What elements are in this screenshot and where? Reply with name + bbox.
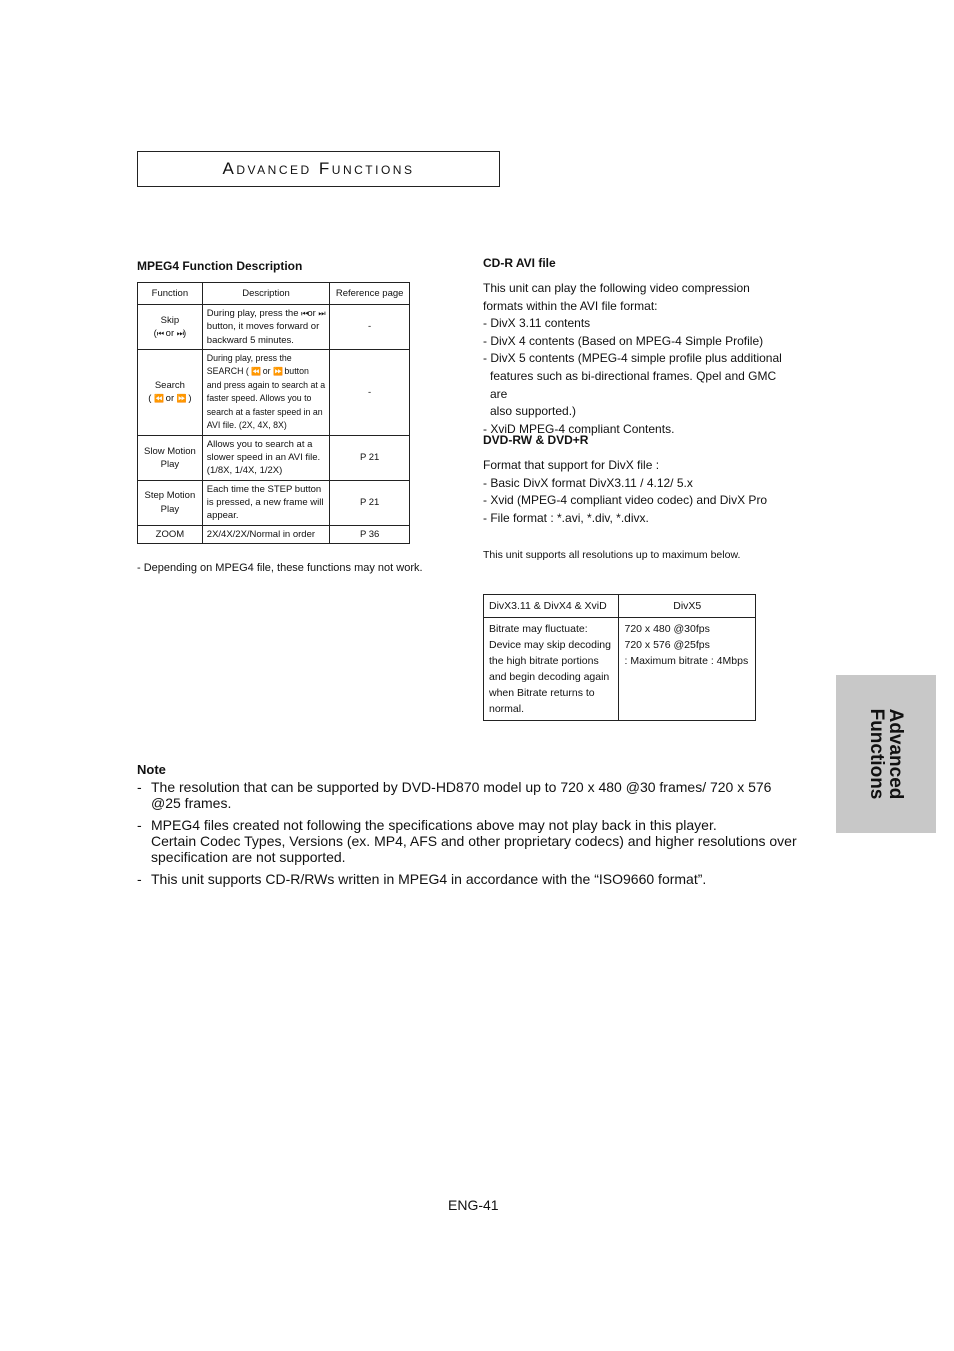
list-item: - DivX 3.11 contents	[483, 316, 591, 331]
table-row	[138, 480, 410, 525]
table-header-row	[484, 595, 756, 618]
dvdrw-intro: Format that support for DivX file :	[483, 458, 660, 472]
cell-line: 720 x 480 @30fps	[624, 623, 710, 635]
list-item: - File format : *.avi, *.div, *.divx.	[483, 510, 649, 525]
list-item: - XviD MPEG-4 compliant Contents.	[483, 421, 675, 436]
header-function: Function	[138, 283, 203, 305]
function-cell: Skip (⏮ or ⏭)	[138, 305, 203, 350]
mpeg4-function-table	[137, 282, 410, 544]
note-dash: -	[137, 817, 142, 833]
page-number: ENG-41	[448, 1197, 499, 1213]
description-cell: Allows you to search at a slower speed in an AVI file. (1/8X, 1/4X, 1/2X)	[202, 435, 330, 480]
cdr-section	[483, 280, 793, 438]
reference-cell: P 36	[330, 525, 410, 543]
desc-skip-c: button, it moves forward or backward 5 minutes.	[206, 321, 320, 346]
description-cell: 2X/4X/2X/Normal in order	[202, 525, 330, 543]
list-item: also supported.)	[490, 404, 577, 419]
cell-line: Device may skip decoding	[489, 639, 611, 651]
rewind-icon: ⏪	[251, 367, 261, 377]
func-skip: Skip	[160, 314, 180, 326]
side-tab-label	[867, 709, 905, 800]
list-item	[137, 817, 797, 865]
section-title: Advanced Functions	[222, 159, 415, 178]
table-row	[138, 349, 410, 435]
dvdrw-heading: DVD-RW & DVD+R	[483, 433, 589, 447]
skip-forward-icon: ⏭	[318, 309, 325, 318]
list-item	[137, 871, 797, 887]
cell-line: Bitrate may fluctuate:	[489, 623, 588, 635]
dvdrw-section	[483, 457, 793, 527]
table-row	[138, 305, 410, 350]
cell-line: and begin decoding again	[489, 671, 610, 683]
desc-search-a: During play, press the SEARCH (	[206, 352, 292, 377]
section-title-box	[137, 151, 500, 187]
description-cell	[202, 305, 330, 350]
reference-cell: P 21	[330, 435, 410, 480]
cdr-intro: This unit can play the following video compression formats within the AVI file format:	[483, 281, 750, 313]
note-text: This unit supports CD-R/RWs written in MPEG4 in accordance with the “ISO9660 format”.	[151, 871, 707, 887]
reference-cell: -	[330, 305, 410, 350]
side-tab-line-1: Advanced	[885, 708, 906, 800]
function-cell: Search ( ⏪ or ⏩ )	[138, 349, 203, 435]
rewind-icon: ⏪	[154, 394, 164, 404]
function-cell: Slow Motion Play	[138, 435, 203, 480]
note-text: The resolution that can be supported by DVD-HD870 model up to 720 x 480 @30 frames/ 720 x 576 @25 frames.	[151, 779, 772, 811]
desc-skip-a: During play, press the	[206, 308, 299, 319]
divx-legacy-cell	[484, 618, 619, 721]
table-row	[138, 435, 410, 480]
cell-line: : Maximum bitrate : 4Mbps	[624, 655, 749, 667]
list-item: - Basic DivX format DivX3.11 / 4.12/ 5.x	[483, 475, 693, 490]
header-divx-legacy: DivX3.11 & DivX4 & XviD	[484, 595, 619, 618]
reference-cell: P 21	[330, 480, 410, 525]
note-text-line: MPEG4 files created not following the specifications above may not play back in this player.	[151, 817, 717, 833]
side-tab-line-2: Functions	[866, 708, 887, 800]
note-dash: -	[137, 871, 142, 887]
header-description: Description	[202, 283, 330, 305]
cdr-heading: CD-R AVI file	[483, 256, 556, 270]
note-block	[137, 762, 797, 887]
mpeg4-footnote: - Depending on MPEG4 file, these functions may not work.	[137, 562, 423, 574]
table-row	[484, 618, 756, 721]
note-dash: -	[137, 779, 142, 795]
list-item: - Xvid (MPEG-4 compliant video codec) and DivX Pro	[483, 493, 768, 508]
divx5-cell	[619, 618, 756, 721]
mpeg4-heading: MPEG4 Function Description	[137, 259, 303, 273]
func-skip-or: or	[165, 327, 175, 339]
divx-resolution-table	[483, 594, 756, 721]
desc-search-b: or	[262, 366, 271, 377]
cell-line: normal.	[489, 703, 525, 715]
fast-forward-icon: ⏩	[176, 394, 186, 404]
side-tab	[836, 675, 936, 833]
resolution-note: This unit supports all resolutions up to maximum below.	[483, 549, 741, 561]
note-text	[151, 817, 797, 865]
header-divx5: DivX5	[619, 595, 756, 618]
list-item: - DivX 4 contents (Based on MPEG-4 Simple Profile)	[483, 333, 764, 348]
list-item: features such as bi-directional frames. Qpel and GMC are	[490, 368, 777, 401]
skip-forward-icon: ⏭	[176, 328, 183, 338]
skip-back-icon: ⏮	[301, 309, 308, 318]
fast-forward-icon: ⏩	[272, 367, 282, 377]
note-heading: Note	[137, 762, 166, 777]
cell-line: when Bitrate returns to	[489, 687, 595, 699]
list-item	[137, 779, 797, 811]
header-reference: Reference page	[330, 283, 410, 305]
func-search: Search	[154, 380, 185, 392]
description-cell: Each time the STEP button is pressed, a new frame will appear.	[202, 480, 330, 525]
desc-search-c: button and press again to search at a faster speed. Allows you to search at a faster speed in an AVI file. (2X, 4X, 8X)	[206, 366, 326, 431]
skip-back-icon: ⏮	[156, 328, 164, 338]
cell-line: the high bitrate portions	[489, 655, 599, 667]
table-row	[138, 525, 410, 543]
desc-skip-b: or	[307, 308, 316, 319]
function-cell: ZOOM	[138, 525, 203, 543]
list-item: - DivX 5 contents (MPEG-4 simple profile plus additional	[483, 351, 782, 366]
function-cell: Step Motion Play	[138, 480, 203, 525]
description-cell	[202, 349, 330, 435]
note-text-line: Certain Codec Types, Versions (ex. MP4, AFS and other proprietary codecs) and higher resolutions over specification are not supported.	[151, 833, 797, 865]
cell-line: 720 x 576 @25fps	[624, 639, 710, 651]
func-search-or: or	[165, 393, 175, 405]
table-header-row	[138, 283, 410, 305]
reference-cell: -	[330, 349, 410, 435]
